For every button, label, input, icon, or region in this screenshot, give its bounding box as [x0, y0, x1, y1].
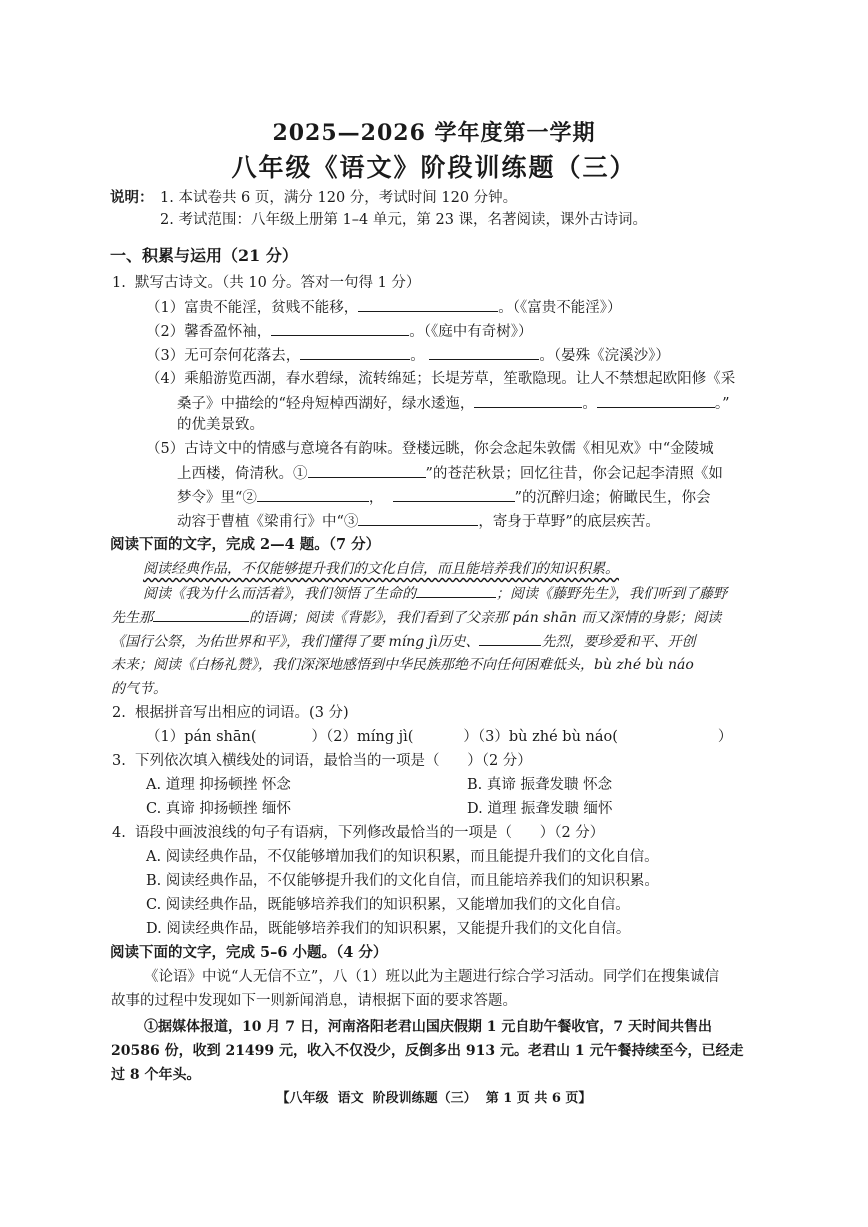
section-title: 一、积累与运用（21 分） — [110, 246, 298, 265]
answer-blank[interactable] — [358, 297, 498, 312]
question-1-item-4-line-1: （4）乘船游览西湖，春水碧绿，流转绵延；长堤芳草，笙歌隐现。让人不禁想起欧阳修《采 — [146, 371, 736, 387]
question-2-stem: 2. 根据拼音写出相应的词语。(3 分) — [112, 705, 349, 721]
note-1: 1. 本试卷共 6 页，满分 120 分，考试时间 120 分钟。 — [160, 190, 518, 206]
reading-2-title: 阅读下面的文字，完成 5–6 小题。（4 分） — [110, 944, 388, 961]
news-line-1: ①据媒体报道，10 月 7 日，河南洛阳老君山国庆假期 1 元自助午餐收官，7 天时间共售出 — [144, 1019, 712, 1035]
answer-blank[interactable] — [597, 393, 715, 408]
answer-blank[interactable] — [358, 511, 478, 526]
question-1-item-2: （2）馨香盈怀袖， 。（《庭中有奇树》） — [146, 321, 532, 342]
answer-blank[interactable] — [271, 321, 409, 336]
answer-blank[interactable] — [393, 487, 515, 502]
reading-1-line-5: 未来；阅读《白杨礼赞》，我们深深地感悟到中华民族那绝不向任何困难低头，bù zhé bù náo — [111, 657, 694, 673]
note-2: 2. 考试范围：八年级上册第 1–4 单元，第 23 课，名著阅读，课外古诗词。 — [160, 212, 648, 228]
question-1-item-3: （3）无可奈何花落去， 。 。（晏殊《浣溪沙》） — [146, 345, 670, 366]
question-4-option-d[interactable]: D. 阅读经典作品，既能够培养我们的知识积累，又能提升我们的文化自信。 — [146, 921, 631, 937]
question-4-option-b[interactable]: B. 阅读经典作品，不仅能够提升我们的文化自信，而且能培养我们的知识积累。 — [146, 873, 659, 889]
reading-1-line-6: 的气节。 — [111, 681, 167, 697]
question-2-answers: （1）pán shān( ）（2）míng jì( ）（3）bù zhé bù náo( ） — [146, 729, 733, 745]
news-line-3: 过 8 个年头。 — [111, 1067, 201, 1083]
question-1-item-4-line-3: 的优美景致。 — [177, 417, 264, 433]
answer-blank[interactable] — [153, 607, 249, 622]
question-1-item-5-line-3: 梦令》里“② ， ”的沉醉归途；俯瞰民生，你会 — [177, 487, 711, 508]
question-3-option-b[interactable]: B. 真谛 振聋发聩 怀念 — [467, 777, 613, 793]
question-3-option-c[interactable]: C. 真谛 抑扬顿挫 缅怀 — [146, 801, 292, 817]
question-1-stem: 1. 默写古诗文。（共 10 分。答对一句得 1 分） — [112, 275, 421, 291]
reading-2-paragraph-line-2: 故事的过程中发现如下一则新闻消息，请根据下面的要求答题。 — [111, 993, 517, 1009]
question-1-item-5-line-2: 上西楼，倚清秋。① ”的苍茫秋景；回忆往昔，你会记起李清照《如 — [177, 463, 723, 484]
question-3-option-d[interactable]: D. 道理 振聋发聩 缅怀 — [467, 801, 613, 817]
news-line-2: 20586 份，收到 21499 元，收入不仅没少，反倒多出 913 元。老君山 1 元午餐持续至今，已经走 — [111, 1043, 744, 1059]
question-3-stem: 3. 下列依次填入横线处的词语，最恰当的一项是（ ）（2 分） — [112, 753, 532, 769]
notes-label: 说明： — [110, 189, 154, 206]
question-1-item-5-line-4: 动容于曹植《梁甫行》中“③ ，寄身于草野”的底层疾苦。 — [177, 511, 660, 532]
question-1-item-4-line-2: 桑子》中描绘的“轻舟短棹西湖好，绿水逶迤， 。 。” — [177, 393, 730, 414]
reading-1-line-4: 《国行公祭，为佑世界和平》，我们懂得了要 míng jì历史、 先烈，要珍爱和平、开创 — [111, 631, 695, 652]
reading-1-line-1: 阅读经典作品，不仅能够提升我们的文化自信，而且能培养我们的知识积累。 — [143, 561, 619, 577]
question-4-stem: 4. 语段中画波浪线的句子有语病，下列修改最恰当的一项是（ ）（2 分） — [112, 825, 605, 841]
page-footer: 【八年级 语文 阶段训练题（三） 第 1 页 共 6 页】 — [276, 1091, 592, 1106]
answer-blank[interactable] — [416, 583, 496, 598]
exam-title: 八年级《语文》阶段训练题（三） — [231, 153, 637, 182]
answer-blank[interactable] — [308, 463, 426, 478]
answer-blank[interactable] — [474, 393, 582, 408]
question-1-item-1: （1）富贵不能淫，贫贱不能移， 。（《富贵不能淫》） — [146, 297, 621, 318]
question-3-option-a[interactable]: A. 道理 抑扬顿挫 怀念 — [146, 777, 291, 793]
reading-1-title: 阅读下面的文字，完成 2—4 题。（7 分） — [110, 536, 381, 553]
question-1-item-5-line-1: （5）古诗文中的情感与意境各有韵味。登楼远眺，你会念起朱敦儒《相见欢》中“金陵城 — [146, 441, 714, 457]
answer-blank[interactable] — [257, 487, 369, 502]
question-4-option-a[interactable]: A. 阅读经典作品，不仅能够增加我们的知识积累，而且能提升我们的文化自信。 — [146, 849, 659, 865]
answer-blank[interactable] — [300, 345, 410, 360]
reading-2-paragraph-line-1: 《论语》中说“人无信不立”，八（1）班以此为主题进行综合学习活动。同学们在搜集诚信 — [144, 969, 720, 985]
answer-blank[interactable] — [429, 345, 539, 360]
reading-1-line-3: 先生那 的语调；阅读《背影》，我们看到了父亲那 pán shān 而又深情的身影；阅读 — [111, 607, 721, 628]
answer-blank[interactable] — [479, 631, 541, 646]
exam-year-title: 2025—2026 学年度第一学期 — [272, 120, 596, 146]
question-4-option-c[interactable]: C. 阅读经典作品，既能够培养我们的知识积累，又能增加我们的文化自信。 — [146, 897, 630, 913]
reading-1-line-2: 阅读《我为什么而活着》，我们领悟了生命的 ；阅读《藤野先生》，我们听到了藤野 — [143, 583, 727, 604]
